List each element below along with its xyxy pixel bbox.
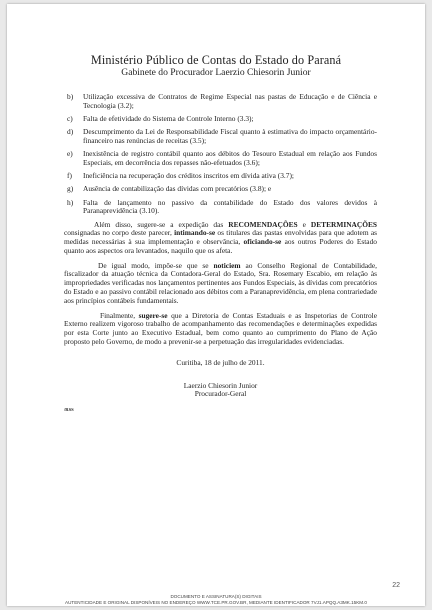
list-item: [64, 185, 377, 194]
list-item-text: Falta de efetividade do Sistema de Controle Interno (3.3);: [83, 113, 254, 123]
para-text: consignadas no corpo deste parecer,: [64, 228, 175, 238]
list-item: [64, 172, 377, 181]
final-suggestion-paragraph: [64, 312, 377, 347]
list-item-letter: d): [67, 127, 74, 137]
signatory-name: Laerzio Chiesorin Junior: [183, 380, 258, 390]
footer-line-1: DOCUMENTO E ASSINATURA(S) DIGITAIS: [170, 594, 262, 599]
para-bold-text: noticiem: [213, 260, 241, 270]
document-page: [7, 4, 425, 606]
list-item-text: Utilização excessiva de Contratos de Regime Especial nas pastas de Educação e de Ciência e Tecnologia (3.2);: [83, 92, 377, 110]
header-title: Ministério Público de Contas do Estado do Paraná: [90, 53, 342, 67]
list-item-text: Ausência de contabilização das dívidas com precatórios (3.8); e: [83, 184, 272, 194]
signature-date: Curitiba, 18 de julho de 2011.: [176, 357, 265, 367]
list-item: [64, 128, 377, 146]
typist-initials: /RSS: [64, 407, 74, 413]
list-item-letter: b): [67, 92, 74, 101]
para-bold-text: DETERMINAÇÕES: [310, 219, 377, 229]
para-text: que a Diretoria de Contas Estaduais e as Inspetorias de Controle Externo realizem vigoroso trabalho de acompanhamento das recomendações e determinações expedidas por esta Corte junto ao Executivo Estadual, bem como quanto ao cumprimento do Plano de Ação proposto pelo Governo, de modo a prevenir-se a perpetuação das irregularidades evidenciadas.: [64, 310, 377, 347]
page-number: 22: [392, 582, 400, 589]
list-item-letter: h): [67, 197, 74, 207]
header-subtitle: Gabinete do Procurador Laerzio Chiesorin Junior: [121, 67, 311, 78]
list-item: [64, 150, 377, 168]
page-header: [7, 53, 425, 79]
notification-paragraph: [64, 262, 377, 306]
list-item-text: Falta de lançamento no passivo da contabilidade do Estado dos valores devidos à Paranaprevidência (3.10).: [83, 197, 377, 216]
findings-list: [64, 93, 377, 216]
list-item-letter: g): [67, 184, 74, 194]
para-text: aos outros Poderes do Estado quanto aos aspectos ora levantados, naquilo que os afeta.: [64, 237, 377, 255]
list-item-letter: c): [67, 113, 73, 123]
para-text: os titulares das pastas envolvidas para que adotem as medidas necessárias à sua implementação e observância,: [64, 228, 377, 247]
para-text: Finalmente,: [100, 310, 139, 320]
para-bold-text: RECOMENDAÇÕES: [228, 219, 298, 229]
list-item: [64, 115, 377, 124]
signature-block: [64, 359, 377, 399]
para-bold-text: intimando-se: [174, 228, 216, 238]
footer-line-2: AUTENTICIDADE E ORIGINAL DISPONÍVEIS NO ENDEREÇO WWW.TCE.PR.GOV.BR, MEDIANTE IDENTIFICADOR 7VJ1.APQQ.A3MK.15KM.0: [65, 600, 367, 605]
recommendations-paragraph: [64, 221, 377, 256]
list-item: [64, 199, 377, 217]
para-text: Além disso, sugere-se a expedição das: [94, 219, 229, 229]
para-bold-text: sugere-se: [138, 310, 168, 320]
para-text: e: [297, 219, 311, 229]
list-item-letter: e): [67, 149, 73, 159]
para-bold-text: oficiando-se: [243, 237, 282, 247]
list-item-letter: f): [67, 171, 72, 181]
para-text: ao Conselho Regional de Contabilidade, fiscalizador da atuação técnica da Contadora-Geral do Estado, Sra. Rosemary Escabio, em relação às impropriedades verificadas nos lançamentos pertinentes aos Fundos Especiais, às dívidas com precatórios do Estado e ao passivo contábil relacionado aos débitos com a Paranaprevidência, em plena contrariedade aos princípios contábeis fundamentais.: [64, 260, 377, 305]
document-body: [64, 93, 377, 415]
list-item-text: Descumprimento da Lei de Responsabilidade Fiscal quanto à estimativa do impacto orçamentário-financeiro nas renúncias de receitas (3.5);: [83, 127, 377, 145]
list-item-text: Ineficiência na recuperação dos créditos inscritos em dívida ativa (3.7);: [83, 171, 294, 181]
list-item-text: Inexistência de registro contábil quanto aos débitos do Tesouro Estadual em relação aos Fundos Especiais, em decorrência dos repasses não-efetuados (3.6);: [83, 149, 377, 167]
signatory-role: Procurador-Geral: [194, 389, 247, 399]
list-item: [64, 93, 377, 111]
para-text: De igual modo, impõe-se que se: [98, 260, 214, 270]
